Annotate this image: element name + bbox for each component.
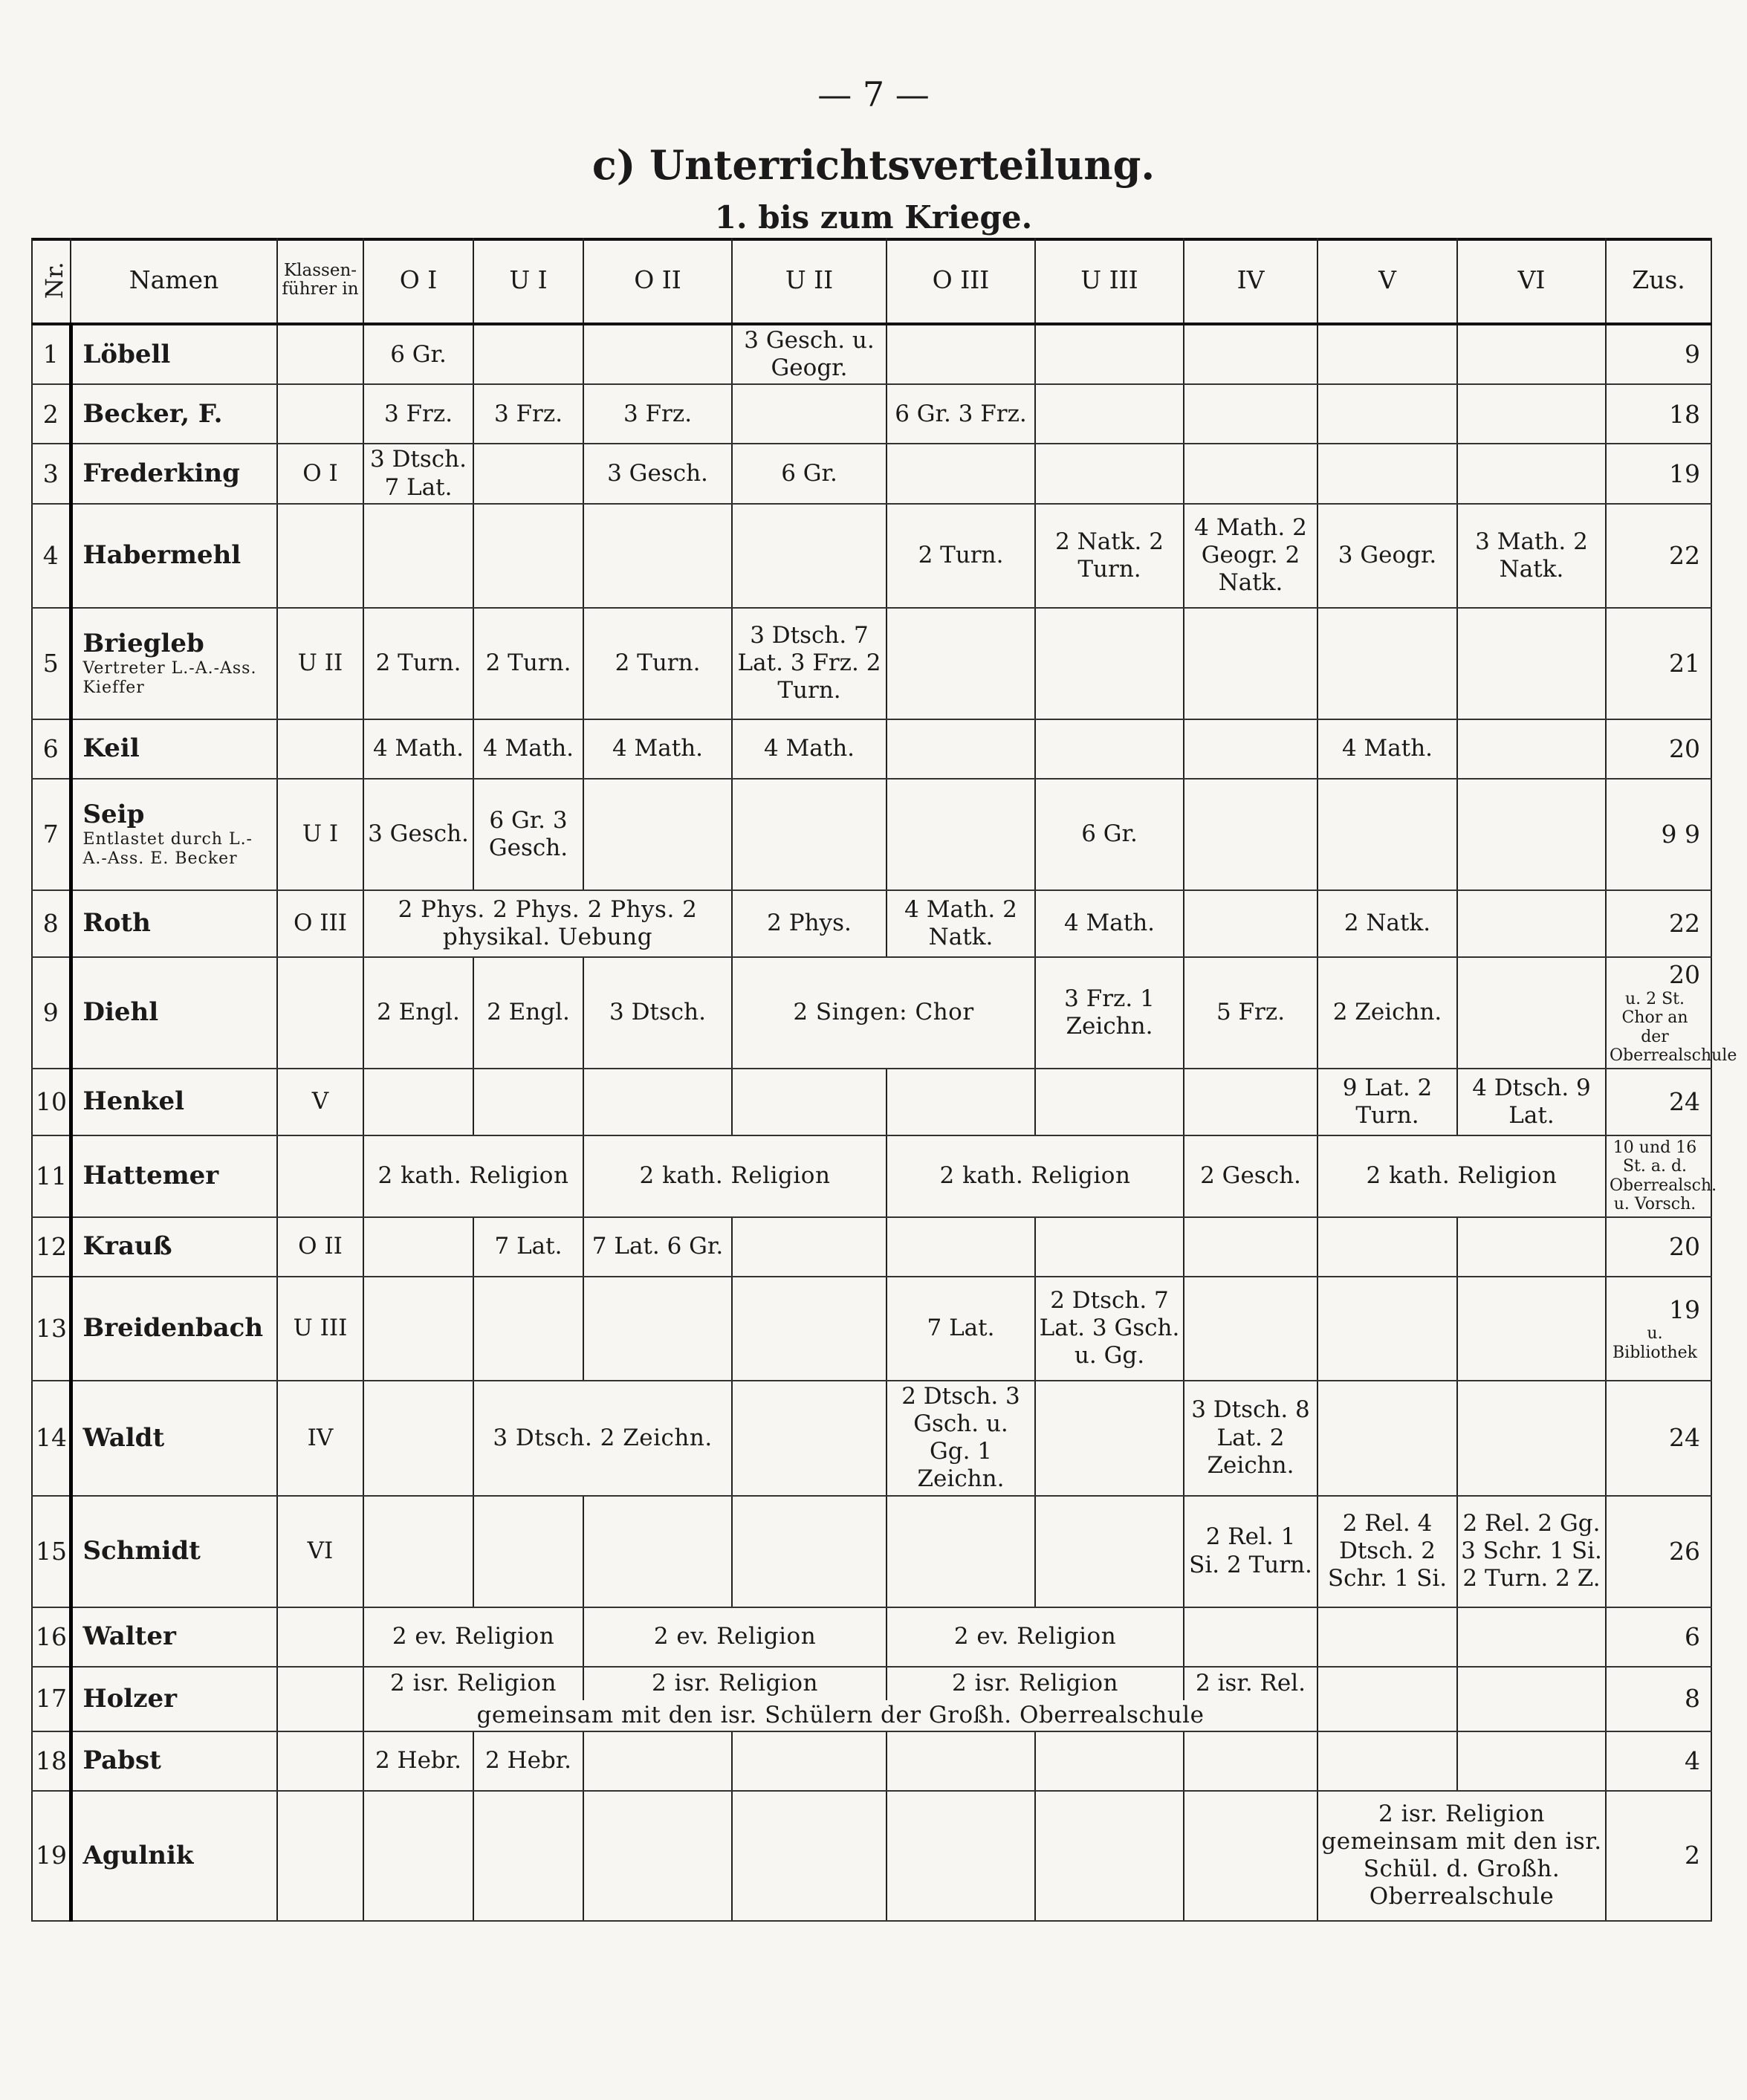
cell-religion-oi-ui: 2 ev. Religion (363, 1607, 583, 1667)
cell-kl: VI (277, 1496, 363, 1607)
cell-zus: 9 9 (1606, 779, 1711, 890)
cell-zus: 24 (1606, 1069, 1711, 1135)
cell-singing-choir: 2 Singen: Chor (732, 957, 1035, 1069)
cell-ui (473, 1277, 583, 1381)
cell-uiii (1035, 324, 1184, 384)
table-row (32, 444, 1711, 503)
cell-v: 3 Geogr. (1317, 504, 1457, 608)
cell-kl (277, 719, 363, 779)
cell-joint-note: gemeinsam mit den isr. Schülern der Großh. Oberrealschule (363, 1700, 1317, 1731)
teacher-name: Becker, F. (71, 384, 277, 444)
cell-iv (1184, 444, 1317, 503)
cell-v (1317, 324, 1457, 384)
cell-vi (1457, 1381, 1606, 1496)
row-nr: 12 (32, 1217, 71, 1277)
cell-kl (277, 1135, 363, 1217)
row-nr: 14 (32, 1381, 71, 1496)
cell-kl: O I (277, 444, 363, 503)
cell-oii (583, 1731, 732, 1791)
cell-iv (1184, 1277, 1317, 1381)
cell-ui: 4 Math. (473, 719, 583, 779)
header-iv: IV (1184, 238, 1317, 324)
row-nr: 11 (32, 1135, 71, 1217)
row-nr: 4 (32, 504, 71, 608)
row-nr: 9 (32, 957, 71, 1069)
cell-zus: 9 (1606, 324, 1711, 384)
cell-ui (473, 1496, 583, 1607)
cell-uiii (1035, 444, 1184, 503)
cell-oii: 4 Math. (583, 719, 732, 779)
cell-uii: 6 Gr. (732, 444, 887, 503)
cell-uii (732, 504, 887, 608)
cell-zus: 22 (1606, 504, 1711, 608)
cell-vi (1457, 1607, 1606, 1667)
teacher-name: Keil (71, 719, 277, 779)
cell-oiii (887, 1496, 1035, 1607)
row-nr: 13 (32, 1277, 71, 1381)
cell-v (1317, 1217, 1457, 1277)
cell-oi (363, 1277, 473, 1381)
cell-uiii (1035, 1069, 1184, 1135)
cell-ui: 2 Turn. (473, 608, 583, 719)
cell-kl: O II (277, 1217, 363, 1277)
cell-vi (1457, 1277, 1606, 1381)
row-nr: 17 (32, 1667, 71, 1731)
cell-v: 2 Zeichn. (1317, 957, 1457, 1069)
cell-vi (1457, 608, 1606, 719)
cell-oiii (887, 444, 1035, 503)
cell-oiii: 6 Gr. 3 Frz. (887, 384, 1035, 444)
cell-vi (1457, 719, 1606, 779)
cell-oiii (887, 1217, 1035, 1277)
teacher-name-main: Seip (82, 799, 145, 829)
header-name: Namen (71, 238, 277, 324)
cell-ui: 2 Engl. (473, 957, 583, 1069)
cell-v (1317, 1667, 1457, 1731)
cell-oi (363, 1381, 473, 1496)
cell-uii (732, 384, 887, 444)
cell-oi: 2 Hebr. (363, 1731, 473, 1791)
row-nr: 2 (32, 384, 71, 444)
distribution-table-wrap (31, 238, 1737, 1922)
teacher-name: Krauß (71, 1217, 277, 1277)
table-row (32, 1135, 1711, 1217)
teacher-name-main: Briegleb (82, 628, 204, 658)
cell-vi (1457, 384, 1606, 444)
teacher-substitute-note: Entlastet durch L.-A.-Ass. E. Becker (82, 829, 253, 869)
table-row (32, 1277, 1711, 1381)
cell-religion-oii-uii: 2 isr. Religion (583, 1667, 887, 1700)
cell-uiii (1035, 608, 1184, 719)
cell-v (1317, 1277, 1457, 1381)
cell-religion-oi-ui: 2 kath. Religion (363, 1135, 583, 1217)
cell-kl: O III (277, 890, 363, 957)
cell-oii (583, 504, 732, 608)
cell-vi (1457, 890, 1606, 957)
row-nr: 15 (32, 1496, 71, 1607)
cell-oii (583, 1791, 732, 1921)
cell-ui: 2 Hebr. (473, 1731, 583, 1791)
header-ui: U I (473, 238, 583, 324)
cell-uiii: 4 Math. (1035, 890, 1184, 957)
cell-kl: U II (277, 608, 363, 719)
cell-zus: 8 (1606, 1667, 1711, 1731)
row-nr: 10 (32, 1069, 71, 1135)
cell-uiii (1035, 1381, 1184, 1496)
table-row (32, 1069, 1711, 1135)
cell-v (1317, 608, 1457, 719)
cell-ui: 6 Gr. 3 Gesch. (473, 779, 583, 890)
cell-vi (1457, 444, 1606, 503)
section-title: c) Unterrichtsverteilung. (591, 141, 1156, 189)
cell-v (1317, 444, 1457, 503)
cell-v: 2 Rel. 4 Dtsch. 2 Schr. 1 Si. (1317, 1496, 1457, 1607)
cell-uii (732, 1217, 887, 1277)
cell-oii: 3 Frz. (583, 384, 732, 444)
cell-oii: 3 Dtsch. (583, 957, 732, 1069)
cell-kl: U I (277, 779, 363, 890)
cell-uiii: 2 Dtsch. 7 Lat. 3 Gsch. u. Gg. (1035, 1277, 1184, 1381)
cell-oiii: 7 Lat. (887, 1277, 1035, 1381)
cell-oii: 3 Gesch. (583, 444, 732, 503)
cell-vi (1457, 1731, 1606, 1791)
cell-iv (1184, 1069, 1317, 1135)
cell-zus (1606, 1135, 1717, 1217)
zus-value: 19 (1669, 1294, 1700, 1324)
cell-oiii (887, 779, 1035, 890)
teacher-name: Walter (71, 1607, 277, 1667)
cell-vi: 4 Dtsch. 9 Lat. (1457, 1069, 1606, 1135)
teacher-name: Löbell (71, 324, 277, 384)
cell-oii: 7 Lat. 6 Gr. (583, 1217, 732, 1277)
cell-kl (277, 1667, 363, 1731)
cell-iv: 2 Gesch. (1184, 1135, 1317, 1217)
cell-v (1317, 384, 1457, 444)
cell-kl: U III (277, 1277, 363, 1381)
teacher-name: Holzer (71, 1667, 277, 1731)
table-row (32, 1791, 1711, 1921)
table-row (32, 1667, 1711, 1700)
header-v: V (1317, 238, 1457, 324)
zus-note: u. 2 St. Chor an der Oberrealschule (1610, 989, 1737, 1065)
cell-v (1317, 1607, 1457, 1667)
cell-vi (1457, 1217, 1606, 1277)
cell-ui: 7 Lat. (473, 1217, 583, 1277)
teacher-name: Waldt (71, 1381, 277, 1496)
cell-zus (1606, 1277, 1711, 1381)
cell-uiii (1035, 719, 1184, 779)
cell-oii: 2 Turn. (583, 608, 732, 719)
cell-religion-oiii-uiii: 2 kath. Religion (887, 1135, 1184, 1217)
cell-uii (732, 1381, 887, 1496)
cell-uii (732, 1731, 887, 1791)
teacher-name: Roth (71, 890, 277, 957)
cell-kl (277, 1607, 363, 1667)
cell-uiii: 2 Natk. 2 Turn. (1035, 504, 1184, 608)
cell-religion-v-vi: 2 kath. Religion (1317, 1135, 1606, 1217)
cell-iv (1184, 1607, 1317, 1667)
table-row (32, 957, 1711, 1069)
cell-vi (1457, 779, 1606, 890)
table-row (32, 779, 1711, 890)
row-nr: 18 (32, 1731, 71, 1791)
cell-zus: 26 (1606, 1496, 1711, 1607)
header-uiii: U III (1035, 238, 1184, 324)
cell-religion-oi-ui: 2 isr. Religion (363, 1667, 583, 1700)
cell-oii (583, 1277, 732, 1381)
zus-note: u. Bibliothek (1613, 1324, 1697, 1362)
cell-oiii: 4 Math. 2 Natk. (887, 890, 1035, 957)
cell-uiii (1035, 384, 1184, 444)
cell-oii (583, 324, 732, 384)
cell-iv: 4 Math. 2 Geogr. 2 Natk. (1184, 504, 1317, 608)
row-nr: 16 (32, 1607, 71, 1667)
table-row (32, 1731, 1711, 1791)
cell-oii (583, 1069, 732, 1135)
cell-ui (473, 444, 583, 503)
cell-uii: 2 Phys. (732, 890, 887, 957)
header-vi: VI (1457, 238, 1606, 324)
cell-oi: 3 Frz. (363, 384, 473, 444)
cell-zus: 4 (1606, 1731, 1711, 1791)
cell-religion-oii-uii: 2 kath. Religion (583, 1135, 887, 1217)
cell-vi (1457, 324, 1606, 384)
cell-kl (277, 324, 363, 384)
cell-zus: 2 (1606, 1791, 1711, 1921)
cell-kl (277, 384, 363, 444)
cell-iv (1184, 890, 1317, 957)
table-row (32, 324, 1711, 384)
teacher-name: Henkel (71, 1069, 277, 1135)
cell-uiii (1035, 1731, 1184, 1791)
teacher-name: Hattemer (71, 1135, 277, 1217)
teacher-name: Pabst (71, 1731, 277, 1791)
cell-uii (732, 1277, 887, 1381)
table-row (32, 1217, 1711, 1277)
teacher-name (71, 608, 277, 719)
teacher-name (71, 779, 277, 890)
cell-iv (1184, 1791, 1317, 1921)
cell-oi (363, 1217, 473, 1277)
teacher-name: Habermehl (71, 504, 277, 608)
page-number: — 7 — (817, 74, 930, 114)
header-klassenfuehrer: Klassen-führer in (277, 238, 363, 324)
cell-oii (583, 1496, 732, 1607)
cell-iv (1184, 384, 1317, 444)
cell-oi-oii-physics: 2 Phys. 2 Phys. 2 Phys. 2 physikal. Uebung (363, 890, 732, 957)
cell-v: 4 Math. (1317, 719, 1457, 779)
table-row (32, 384, 1711, 444)
cell-kl (277, 1731, 363, 1791)
cell-iv (1184, 324, 1317, 384)
cell-iv (1184, 1217, 1317, 1277)
cell-kl: IV (277, 1381, 363, 1496)
header-nr: Nr. (32, 238, 71, 324)
cell-iv (1184, 779, 1317, 890)
cell-zus: 22 (1606, 890, 1711, 957)
table-row (32, 608, 1711, 719)
cell-iv: 2 isr. Rel. (1184, 1667, 1317, 1700)
teacher-name: Breidenbach (71, 1277, 277, 1381)
teacher-substitute-note: Vertreter L.-A.-Ass. Kieffer (82, 658, 257, 698)
cell-oii (583, 779, 732, 890)
header-oii: O II (583, 238, 732, 324)
teacher-name: Frederking (71, 444, 277, 503)
cell-oi (363, 1791, 473, 1921)
table-row (32, 1607, 1711, 1667)
cell-uii (732, 1069, 887, 1135)
cell-uii (732, 1791, 887, 1921)
cell-ui (473, 504, 583, 608)
cell-oi: 3 Dtsch. 7 Lat. (363, 444, 473, 503)
cell-uii (732, 1496, 887, 1607)
cell-zus: 21 (1606, 608, 1711, 719)
cell-zus (1606, 957, 1737, 1069)
zus-value: 20 (1669, 960, 1700, 990)
table-row (32, 890, 1711, 957)
table-row (32, 719, 1711, 779)
cell-religion-v-vi: 2 isr. Religion gemeinsam mit den isr. Schül. d. Großh. Oberrealschule (1317, 1791, 1606, 1921)
cell-v (1317, 1731, 1457, 1791)
cell-oiii: 2 Dtsch. 3 Gsch. u. Gg. 1 Zeichn. (887, 1381, 1035, 1496)
table-row (32, 1496, 1711, 1607)
cell-uii: 4 Math. (732, 719, 887, 779)
cell-oiii (887, 1069, 1035, 1135)
cell-kl (277, 1791, 363, 1921)
cell-religion-oiii-uiii: 2 isr. Religion (887, 1667, 1184, 1700)
cell-zus: 6 (1606, 1607, 1711, 1667)
row-nr: 7 (32, 779, 71, 890)
header-zus: Zus. (1606, 238, 1711, 324)
cell-kl: V (277, 1069, 363, 1135)
cell-zus: 24 (1606, 1381, 1711, 1496)
cell-iv (1184, 608, 1317, 719)
cell-uii: 3 Dtsch. 7 Lat. 3 Frz. 2 Turn. (732, 608, 887, 719)
cell-zus: 19 (1606, 444, 1711, 503)
cell-v: 2 Natk. (1317, 890, 1457, 957)
cell-uiii (1035, 1791, 1184, 1921)
cell-oiii (887, 324, 1035, 384)
cell-oiii (887, 1731, 1035, 1791)
cell-v (1317, 1381, 1457, 1496)
section-subtitle: 1. bis zum Kriege. (714, 199, 1033, 236)
cell-v: 9 Lat. 2 Turn. (1317, 1069, 1457, 1135)
cell-uiii: 3 Frz. 1 Zeichn. (1035, 957, 1184, 1069)
cell-religion-oii-uii: 2 ev. Religion (583, 1607, 887, 1667)
cell-iv: 5 Frz. (1184, 957, 1317, 1069)
cell-oi: 2 Engl. (363, 957, 473, 1069)
cell-iv: 3 Dtsch. 8 Lat. 2 Zeichn. (1184, 1381, 1317, 1496)
cell-vi: 3 Math. 2 Natk. (1457, 504, 1606, 608)
cell-v (1317, 779, 1457, 890)
table-row (32, 504, 1711, 608)
teacher-name: Agulnik (71, 1791, 277, 1921)
row-nr: 19 (32, 1791, 71, 1921)
distribution-table (31, 238, 1737, 1922)
cell-oi (363, 504, 473, 608)
cell-kl (277, 504, 363, 608)
cell-uii (732, 779, 887, 890)
cell-oi: 6 Gr. (363, 324, 473, 384)
cell-oi: 2 Turn. (363, 608, 473, 719)
table-row (32, 1381, 1711, 1496)
row-nr: 1 (32, 324, 71, 384)
cell-ui: 3 Frz. (473, 384, 583, 444)
cell-oi: 3 Gesch. (363, 779, 473, 890)
row-nr: 5 (32, 608, 71, 719)
cell-oi: 4 Math. (363, 719, 473, 779)
cell-oi (363, 1496, 473, 1607)
zus-note: 10 und 16 St. a. d. Oberrealsch. u. Vorsch. (1610, 1138, 1717, 1214)
cell-oiii (887, 1791, 1035, 1921)
cell-uii: 3 Gesch. u. Geogr. (732, 324, 887, 384)
cell-uiii (1035, 1496, 1184, 1607)
teacher-name: Diehl (71, 957, 277, 1069)
row-nr: 8 (32, 890, 71, 957)
row-nr: 3 (32, 444, 71, 503)
cell-ui (473, 1791, 583, 1921)
cell-oi (363, 1069, 473, 1135)
cell-vi (1457, 957, 1606, 1069)
cell-religion-oiii-uiii: 2 ev. Religion (887, 1607, 1184, 1667)
header-uii: U II (732, 238, 887, 324)
header-oi: O I (363, 238, 473, 324)
cell-uiii: 6 Gr. (1035, 779, 1184, 890)
cell-zus: 20 (1606, 719, 1711, 779)
cell-vi: 2 Rel. 2 Gg. 3 Schr. 1 Si. 2 Turn. 2 Z. (1457, 1496, 1606, 1607)
cell-kl (277, 957, 363, 1069)
cell-zus: 18 (1606, 384, 1711, 444)
cell-iv (1184, 719, 1317, 779)
cell-vi (1457, 1667, 1606, 1731)
cell-zus: 20 (1606, 1217, 1711, 1277)
cell-ui (473, 1069, 583, 1135)
cell-oiii (887, 719, 1035, 779)
cell-iv: 2 Rel. 1 Si. 2 Turn. (1184, 1496, 1317, 1607)
row-nr: 6 (32, 719, 71, 779)
cell-ui-oii: 3 Dtsch. 2 Zeichn. (473, 1381, 732, 1496)
cell-iv (1184, 1731, 1317, 1791)
cell-oiii (887, 608, 1035, 719)
header-oiii: O III (887, 238, 1035, 324)
cell-oiii: 2 Turn. (887, 504, 1035, 608)
cell-uiii (1035, 1217, 1184, 1277)
teacher-name: Schmidt (71, 1496, 277, 1607)
cell-ui (473, 324, 583, 384)
